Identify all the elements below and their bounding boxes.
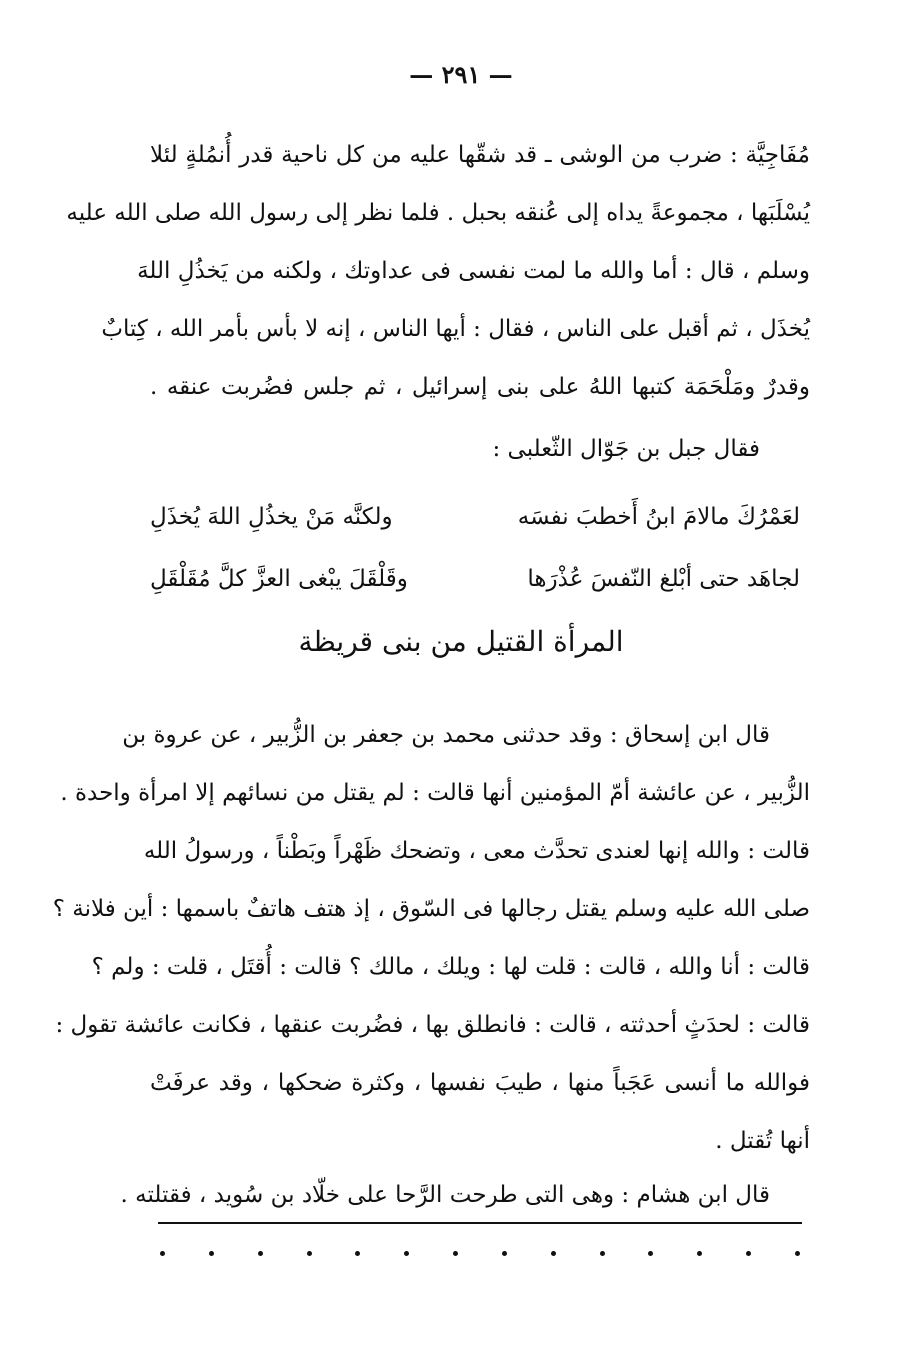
dot: [746, 1251, 751, 1256]
text-line: مُفَاجِيَّة : ضرب من الوشى ـ قد شقّها عليه من كل ناحية قدر أُنمُلةٍ لئلا: [150, 142, 810, 168]
section-heading: المرأة القتيل من بنى قريظة: [298, 625, 624, 658]
text-line: وقدرٌ ومَلْحَمَة كتبها اللهُ على بنى إسرائيل ، ثم جلس فضُربت عنقه .: [150, 374, 810, 400]
text-line: قالت : والله إنها لعندى تحدَّث معى ، وتضحك ظَهْراً وبَطْناً ، ورسولُ الله: [143, 838, 810, 864]
text-line: قالت : لحدَثٍ أحدثته ، قالت : فانطلق بها ، فضُربت عنقها ، فكانت عائشة تقول :: [55, 1012, 810, 1038]
dot: [404, 1251, 409, 1256]
dot: [258, 1251, 263, 1256]
verse-second-hemistich: وقَلْقَلَ يبْغى العزَّ كلَّ مُقَلْقَلِ: [150, 566, 408, 592]
dot: [307, 1251, 312, 1256]
verse-second-hemistich: ولكنَّه مَنْ يخذُلِ اللهَ يُخذَلِ: [150, 504, 393, 530]
dot: [551, 1251, 556, 1256]
poet-intro: فقال جبل بن جَوّال الثّعلبى :: [492, 436, 760, 462]
text-line: قال ابن إسحاق : وقد حدثنى محمد بن جعفر بن الزُّبير ، عن عروة بن: [122, 722, 770, 748]
text-line: قالت : أنا والله ، قالت : قلت لها : ويلك ، مالك ؟ قالت : أُقتَل ، قلت : ولم ؟: [91, 954, 810, 980]
verse-first-hemistich: لعَمْرُكَ مالامَ ابنُ أَخطبَ نفسَه: [517, 504, 800, 530]
text-line: فوالله ما أنسى عَجَباً منها ، طيبَ نفسها ، وكثرة ضحكها ، وقد عرفَتْ: [150, 1070, 810, 1096]
text-line: أنها تُقتل .: [715, 1128, 810, 1154]
text-line: يُخذَل ، ثم أقبل على الناس ، فقال : أيها الناس ، إنه لا بأس بأمر الله ، كِتابٌ: [101, 316, 810, 342]
dot: [648, 1251, 653, 1256]
dot: [160, 1251, 165, 1256]
paragraph-3: [120, 1166, 810, 1224]
paragraph-1: [66, 126, 810, 416]
text-line: صلى الله عليه وسلم يقتل رجالها فى السّوق ، إذ هتف هاتفٌ باسمها : أين فلانة ؟: [52, 896, 810, 922]
verse-first-hemistich: لجاهَد حتى أبْلغ النّفسَ عُذْرَها: [527, 566, 800, 592]
dotted-leader: [160, 1238, 800, 1268]
text-line: يُسْلَبَها ، مجموعةً يداه إلى عُنقه بحبل . فلما نظر إلى رسول الله صلى الله عليه: [66, 200, 810, 226]
poet-intro-block: [150, 420, 810, 478]
text-line: قال ابن هشام : وهى التى طرحت الرَّحا على خلّاد بن سُويد ، فقتلته .: [120, 1182, 770, 1208]
dot: [209, 1251, 214, 1256]
dot: [502, 1251, 507, 1256]
dot: [697, 1251, 702, 1256]
poem: [150, 486, 810, 610]
verse-line: [150, 486, 810, 548]
text-line: الزُّبير ، عن عائشة أمّ المؤمنين أنها قالت : لم يقتل من نسائهم إلا امرأة واحدة .: [60, 780, 810, 806]
dot: [355, 1251, 360, 1256]
dot: [600, 1251, 605, 1256]
dot: [795, 1251, 800, 1256]
page-number: — ٢٩١ —: [409, 60, 513, 89]
text-line: وسلم ، قال : أما والله ما لمت نفسى فى عداوتك ، ولكنه من يَخذُلِ اللهَ: [137, 258, 810, 284]
verse-line: [150, 548, 810, 610]
footnote-rule: [158, 1222, 802, 1224]
paragraph-2: [52, 706, 810, 1170]
dot: [453, 1251, 458, 1256]
